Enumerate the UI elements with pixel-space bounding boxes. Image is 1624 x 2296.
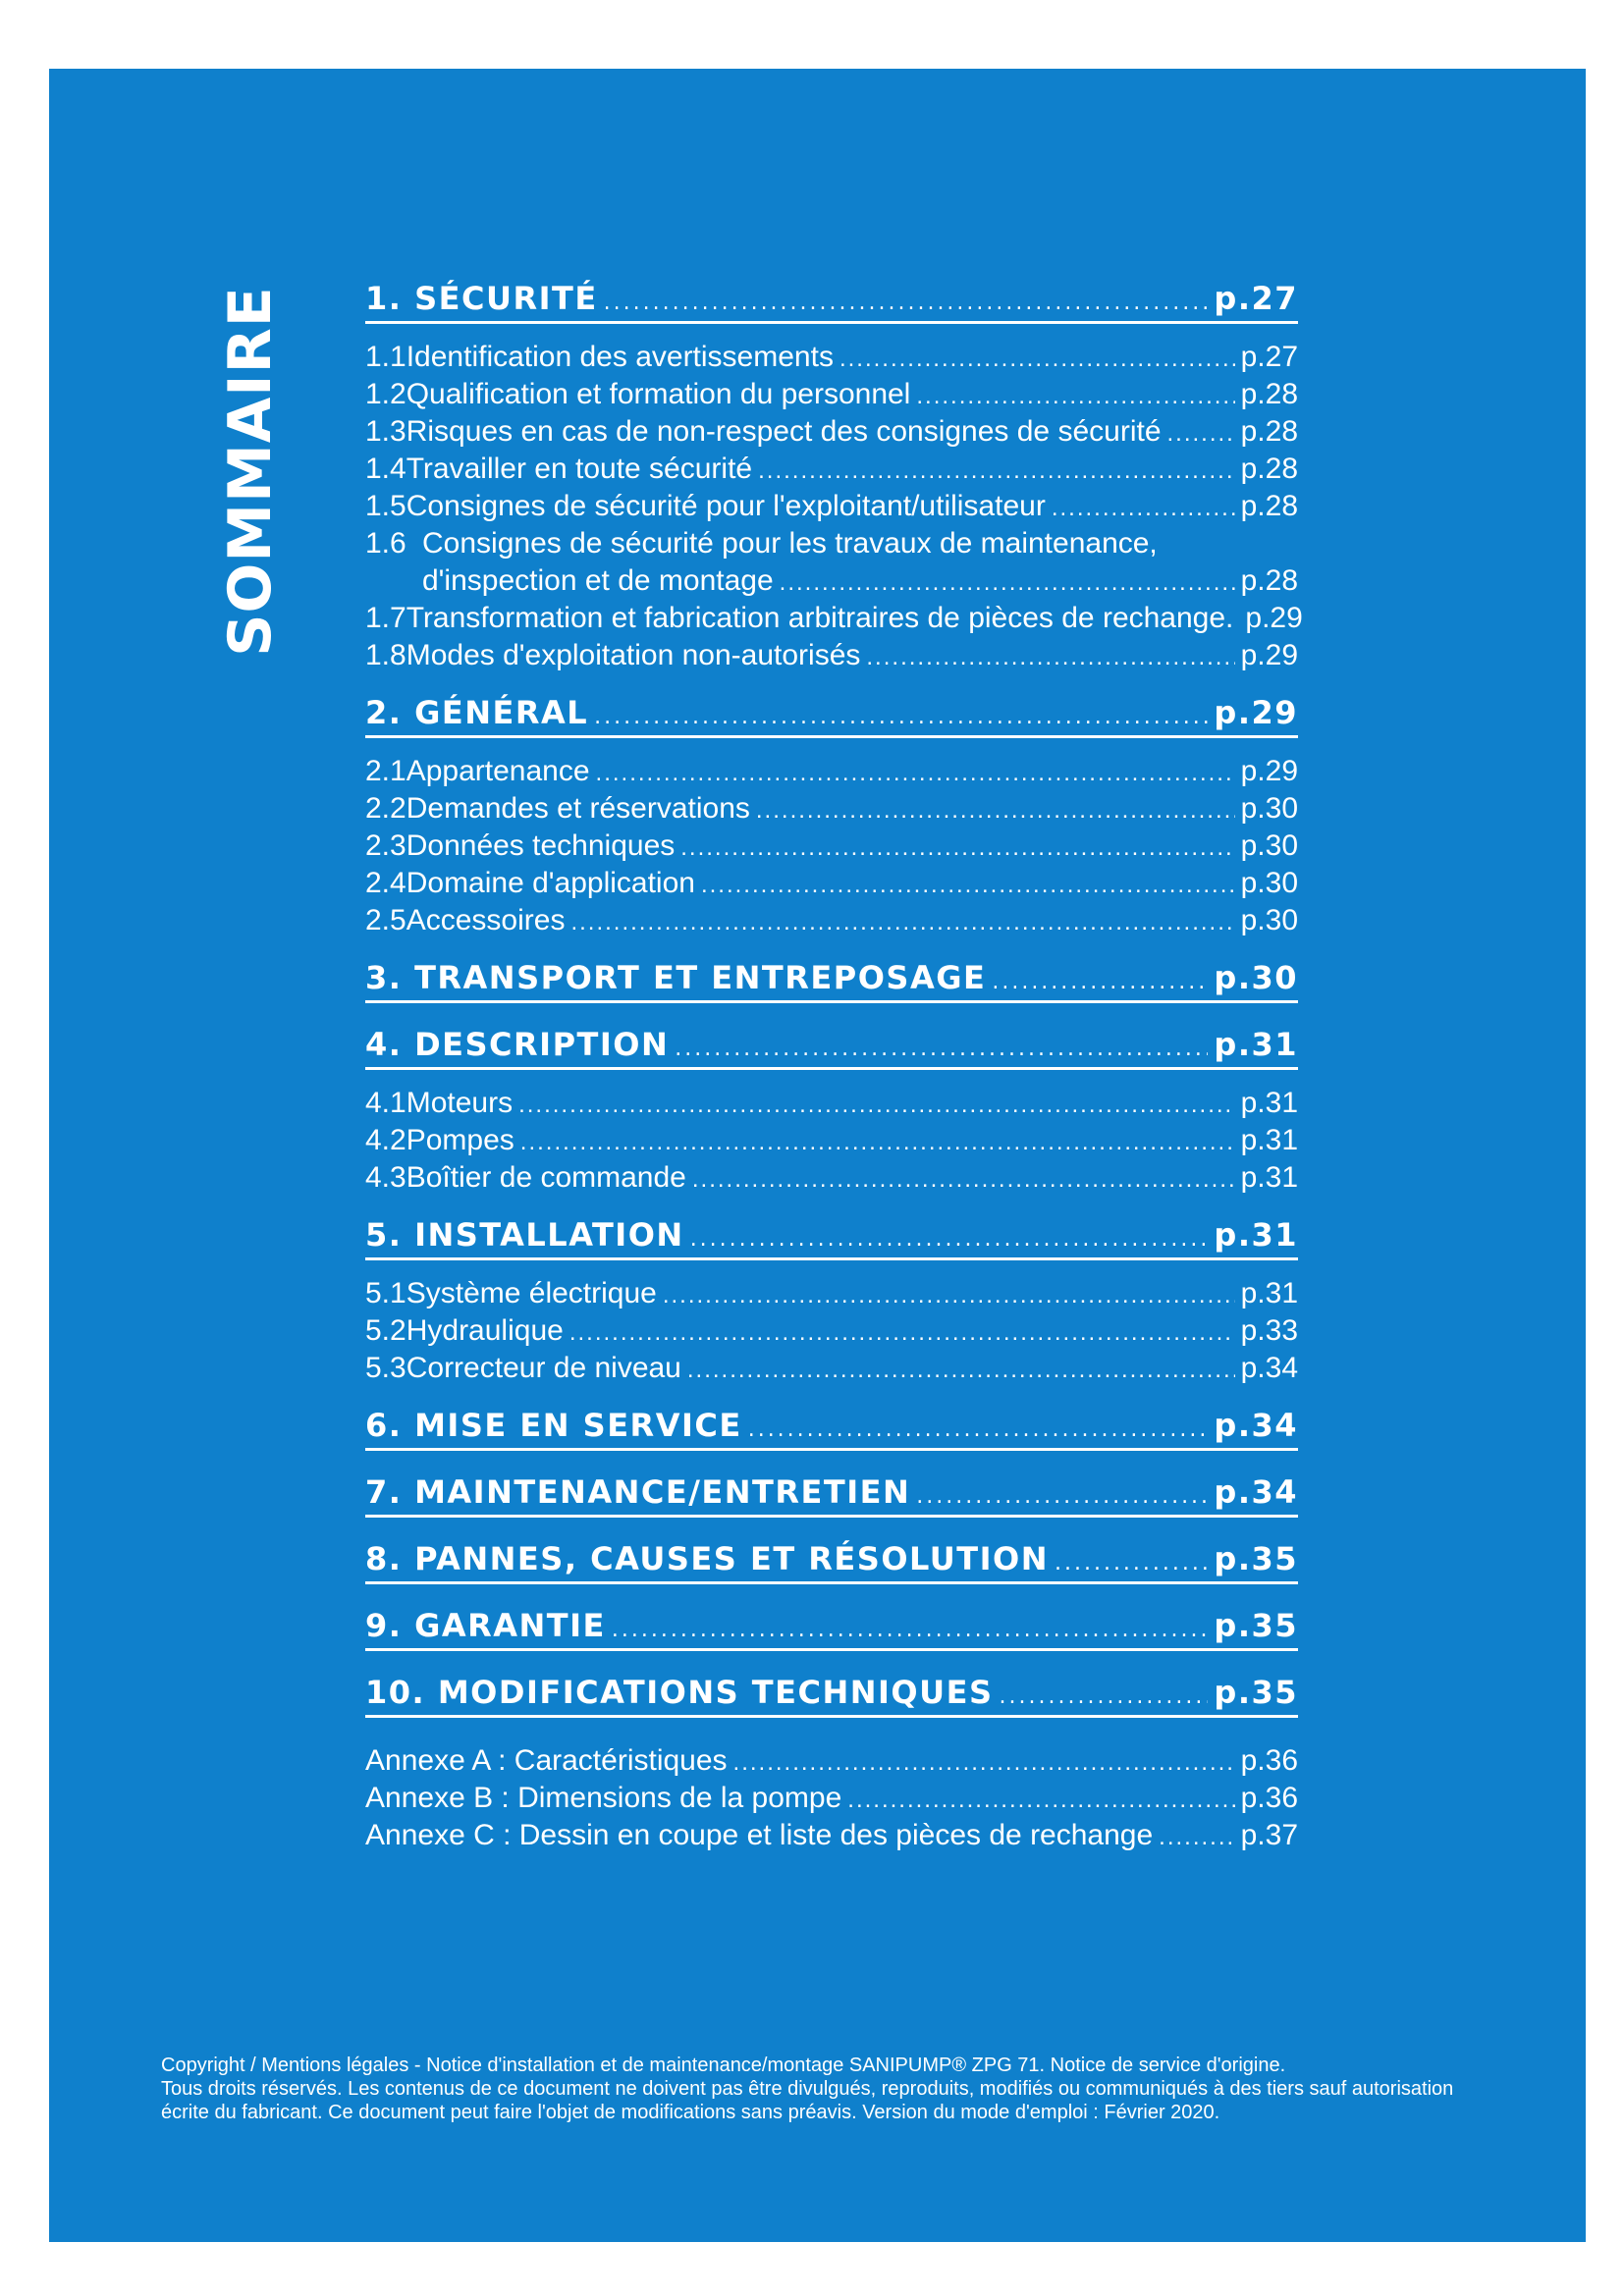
dot-leader xyxy=(756,790,1235,829)
subitem-label: Moteurs xyxy=(406,1087,514,1119)
footer xyxy=(161,2054,1506,2124)
section-spacer xyxy=(365,1589,1298,1597)
section-page-number: p.27 xyxy=(1214,280,1298,317)
dot-leader xyxy=(1052,488,1235,527)
toc-section xyxy=(365,1206,1298,1397)
subitem-label: Domaine d'application xyxy=(406,867,695,899)
dot-leader xyxy=(701,865,1235,904)
annex-item[interactable] xyxy=(365,1817,1298,1854)
dot-leader xyxy=(570,902,1234,941)
section-heading-row xyxy=(365,1397,1298,1451)
section-heading-row xyxy=(365,1016,1298,1070)
toc-section xyxy=(365,1597,1298,1664)
subitem-label: Appartenance xyxy=(406,755,590,787)
subitem-number: 5.2 xyxy=(365,1314,406,1347)
toc-section-heading[interactable] xyxy=(365,1464,1298,1522)
subitem-page-number: p.34 xyxy=(1240,1352,1298,1384)
subitem-label: Pompes xyxy=(406,1124,514,1156)
subitem-number: 5.3 xyxy=(365,1352,406,1384)
subitem-label: Identification des avertissements xyxy=(406,341,834,373)
toc-section-heading[interactable] xyxy=(365,1206,1298,1265)
subitem-page-number: p.30 xyxy=(1240,904,1298,936)
toc-section xyxy=(365,949,1298,1016)
subitem-page-number: p.28 xyxy=(1240,453,1298,485)
section-title: 6. MISE EN SERVICE xyxy=(365,1407,742,1444)
toc-subitem[interactable] xyxy=(365,828,1298,865)
dot-leader xyxy=(596,753,1235,792)
footer-line-2: Tous droits réservés. Les contenus de ce document ne doivent pas être divulgués, reproduits, modifiés ou communiqués à des tiers sauf autorisation xyxy=(161,2078,1454,2100)
subitem-label: Boîtier de commande xyxy=(406,1161,686,1194)
subitem-number: 1.2 xyxy=(365,378,406,410)
subitem-number: 2.5 xyxy=(365,904,406,936)
dot-leader xyxy=(594,690,1208,740)
toc-section-heading[interactable] xyxy=(365,1397,1298,1456)
section-page-number: p.31 xyxy=(1214,1026,1298,1063)
subitem-label: Travailler en toute sécurité xyxy=(406,453,753,485)
section-spacer xyxy=(365,1456,1298,1464)
section-heading-row xyxy=(365,684,1298,738)
subitem-number: 1.4 xyxy=(365,453,406,485)
section-title: 7. MAINTENANCE/ENTRETIEN xyxy=(365,1473,911,1511)
annex-label: Annexe A : Caractéristiques xyxy=(365,1744,728,1777)
section-title: 4. DESCRIPTION xyxy=(365,1026,670,1063)
subitem-number: 1.5 xyxy=(365,490,406,522)
annex-page-number: p.36 xyxy=(1240,1782,1298,1814)
subitem-number: 4.1 xyxy=(365,1087,406,1119)
subitem-label: Qualification et formation du personnel xyxy=(406,378,911,410)
subitem-page-number: p.28 xyxy=(1240,415,1298,448)
dot-leader xyxy=(916,376,1234,415)
toc-subitem[interactable] xyxy=(365,1312,1298,1350)
toc-subitem-continuation[interactable] xyxy=(365,562,1298,600)
dot-leader xyxy=(520,1122,1235,1161)
subitem-page-number: p.28 xyxy=(1240,378,1298,410)
subitem-label-continued: d'inspection et de montage xyxy=(422,564,774,597)
dot-leader xyxy=(518,1085,1235,1124)
section-title: 1. SÉCURITÉ xyxy=(365,280,598,317)
page-title-text: SOMMAIRE xyxy=(216,286,285,657)
section-page-number: p.35 xyxy=(1214,1607,1298,1644)
section-title: 10. MODIFICATIONS TECHNIQUES xyxy=(365,1674,994,1711)
annex-list xyxy=(365,1742,1298,1854)
subitem-label: Système électrique xyxy=(406,1277,657,1309)
dot-leader xyxy=(780,562,1235,602)
subitem-number: 5.1 xyxy=(365,1277,406,1309)
dot-leader xyxy=(604,276,1209,326)
section-page-number: p.30 xyxy=(1214,959,1298,996)
subitem-number: 1.6 xyxy=(365,527,406,560)
toc-subitem[interactable] xyxy=(365,339,1298,376)
dot-leader xyxy=(612,1603,1209,1653)
section-heading-row xyxy=(365,1530,1298,1584)
footer-line-1: Copyright / Mentions légales - Notice d'installation et de maintenance/montage SANIPUMP® ZPG 71. Notice de service d'origine. xyxy=(161,2055,1286,2076)
toc-section-heading[interactable] xyxy=(365,1597,1298,1656)
dot-leader xyxy=(847,1780,1234,1819)
subitem-label: Accessoires xyxy=(406,904,566,936)
subitem-page-number: p.30 xyxy=(1240,867,1298,899)
subitem-label: Hydraulique xyxy=(406,1314,564,1347)
toc-subitem[interactable] xyxy=(365,525,1298,562)
toc-section-heading[interactable] xyxy=(365,270,1298,329)
toc-subitem[interactable] xyxy=(365,865,1298,902)
section-spacer xyxy=(365,1723,1298,1731)
subitem-page-number: p.31 xyxy=(1240,1161,1298,1194)
section-page-number: p.34 xyxy=(1214,1473,1298,1511)
subitem-number: 2.4 xyxy=(365,867,406,899)
toc-section-heading[interactable] xyxy=(365,949,1298,1008)
section-title: 9. GARANTIE xyxy=(365,1607,606,1644)
toc-subitem[interactable] xyxy=(365,637,1298,674)
toc-subitem[interactable] xyxy=(365,1122,1298,1159)
subitem-page-number: p.30 xyxy=(1240,792,1298,825)
table-of-contents xyxy=(365,270,1303,1854)
toc-section-heading[interactable] xyxy=(365,1530,1298,1589)
dot-leader xyxy=(839,339,1235,378)
dot-leader xyxy=(675,1022,1208,1072)
section-page-number: p.31 xyxy=(1214,1216,1298,1254)
annex-page-number: p.36 xyxy=(1240,1744,1298,1777)
subitem-page-number: p.29 xyxy=(1245,602,1303,634)
footer-line-3: écrite du fabricant. Ce document peut faire l'objet de modifications sans préavis. Version du mode d'emploi : Février 2020. xyxy=(161,2102,1220,2123)
toc-section xyxy=(365,1397,1298,1464)
section-heading-row xyxy=(365,270,1298,324)
dot-leader xyxy=(1167,413,1235,453)
subitem-label: Modes d'exploitation non-autorisés xyxy=(406,639,861,671)
dot-leader xyxy=(680,828,1234,867)
section-page-number: p.29 xyxy=(1214,694,1298,731)
toc-subitem[interactable] xyxy=(365,451,1298,488)
subitem-number: 4.3 xyxy=(365,1161,406,1194)
dot-leader xyxy=(733,1742,1235,1782)
section-title: 8. PANNES, CAUSES ET RÉSOLUTION xyxy=(365,1540,1049,1577)
subitem-label: Demandes et réservations xyxy=(406,792,750,825)
subitem-page-number: p.33 xyxy=(1240,1314,1298,1347)
toc-section-heading[interactable] xyxy=(365,684,1298,743)
section-title: 5. INSTALLATION xyxy=(365,1216,684,1254)
section-title: 2. GÉNÉRAL xyxy=(365,694,589,731)
section-page-number: p.35 xyxy=(1214,1674,1298,1711)
dot-leader xyxy=(692,1159,1235,1199)
section-page-number: p.34 xyxy=(1214,1407,1298,1444)
toc-section-heading[interactable] xyxy=(365,1016,1298,1075)
toc-subitem[interactable] xyxy=(365,902,1298,939)
section-spacer xyxy=(365,1008,1298,1016)
dot-leader xyxy=(663,1275,1235,1314)
dot-leader xyxy=(690,1212,1209,1262)
subitem-page-number: p.31 xyxy=(1240,1277,1298,1309)
subitem-label: Transformation et fabrication arbitraires de pièces de rechange. xyxy=(406,602,1234,634)
subitem-page-number: p.31 xyxy=(1240,1124,1298,1156)
subitem-number: 2.3 xyxy=(365,829,406,862)
section-title: 3. TRANSPORT ET ENTREPOSAGE xyxy=(365,959,987,996)
subitem-label: Correcteur de niveau xyxy=(406,1352,681,1384)
section-heading-row xyxy=(365,1464,1298,1518)
subitem-page-number: p.28 xyxy=(1240,490,1298,522)
annex-page-number: p.37 xyxy=(1240,1819,1298,1851)
section-heading-row xyxy=(365,949,1298,1003)
annex-label: Annexe C : Dessin en coupe et liste des pièces de rechange xyxy=(365,1819,1154,1851)
toc-section xyxy=(365,1016,1298,1206)
section-heading-row xyxy=(365,1597,1298,1651)
subitem-page-number: p.29 xyxy=(1240,755,1298,787)
toc-subitem[interactable] xyxy=(365,413,1298,451)
dot-leader xyxy=(1000,1670,1209,1720)
subitem-label: Données techniques xyxy=(406,829,676,862)
toc-section xyxy=(365,1664,1298,1731)
toc-subitem[interactable] xyxy=(365,1159,1298,1197)
subitem-number: 2.1 xyxy=(365,755,406,787)
toc-subitem[interactable] xyxy=(365,488,1298,525)
toc-subitems xyxy=(365,329,1303,684)
dot-leader xyxy=(1159,1817,1234,1856)
subitem-label: Consignes de sécurité pour les travaux de maintenance, xyxy=(422,527,1158,560)
section-page-number: p.35 xyxy=(1214,1540,1298,1577)
subitem-number: 1.1 xyxy=(365,341,406,373)
toc-section xyxy=(365,1464,1298,1530)
subitem-page-number: p.27 xyxy=(1240,341,1298,373)
page-title xyxy=(216,286,285,657)
toc-subitem[interactable] xyxy=(365,600,1303,637)
dot-leader xyxy=(916,1469,1208,1520)
dot-leader xyxy=(687,1350,1235,1389)
annex-label: Annexe B : Dimensions de la pompe xyxy=(365,1782,842,1814)
subitem-page-number: p.30 xyxy=(1240,829,1298,862)
subitem-label: Risques en cas de non-respect des consignes de sécurité xyxy=(406,415,1162,448)
toc-subitem[interactable] xyxy=(365,753,1298,790)
annex-item[interactable] xyxy=(365,1780,1298,1817)
toc-subitem[interactable] xyxy=(365,790,1298,828)
dot-leader xyxy=(866,637,1234,676)
dot-leader xyxy=(1055,1536,1208,1586)
toc-section xyxy=(365,270,1303,684)
subitem-page-number: p.31 xyxy=(1240,1087,1298,1119)
toc-subitem[interactable] xyxy=(365,376,1298,413)
toc-subitem[interactable] xyxy=(365,1085,1298,1122)
dot-leader xyxy=(748,1403,1209,1453)
subitem-number: 1.7 xyxy=(365,602,406,634)
subitem-number: 4.2 xyxy=(365,1124,406,1156)
annex-item[interactable] xyxy=(365,1742,1298,1780)
toc-section xyxy=(365,684,1298,949)
section-heading-row xyxy=(365,1664,1298,1718)
dot-leader xyxy=(758,451,1235,490)
toc-section xyxy=(365,1530,1298,1597)
subitem-number: 2.2 xyxy=(365,792,406,825)
toc-subitem[interactable] xyxy=(365,1350,1298,1387)
subitem-number: 1.8 xyxy=(365,639,406,671)
dot-leader xyxy=(569,1312,1235,1352)
section-spacer xyxy=(365,1656,1298,1664)
subitem-number: 1.3 xyxy=(365,415,406,448)
section-spacer xyxy=(365,1522,1298,1530)
toc-subitems xyxy=(365,743,1298,949)
section-heading-row xyxy=(365,1206,1298,1260)
toc-subitems xyxy=(365,1075,1298,1206)
subitem-label: Consignes de sécurité pour l'exploitant/utilisateur xyxy=(406,490,1046,522)
toc-section-heading[interactable] xyxy=(365,1664,1298,1723)
dot-leader xyxy=(992,955,1208,1005)
subitem-page-number: p.29 xyxy=(1240,639,1298,671)
toc-subitems xyxy=(365,1265,1298,1397)
subitem-page-number: p.28 xyxy=(1240,564,1298,597)
toc-subitem[interactable] xyxy=(365,1275,1298,1312)
